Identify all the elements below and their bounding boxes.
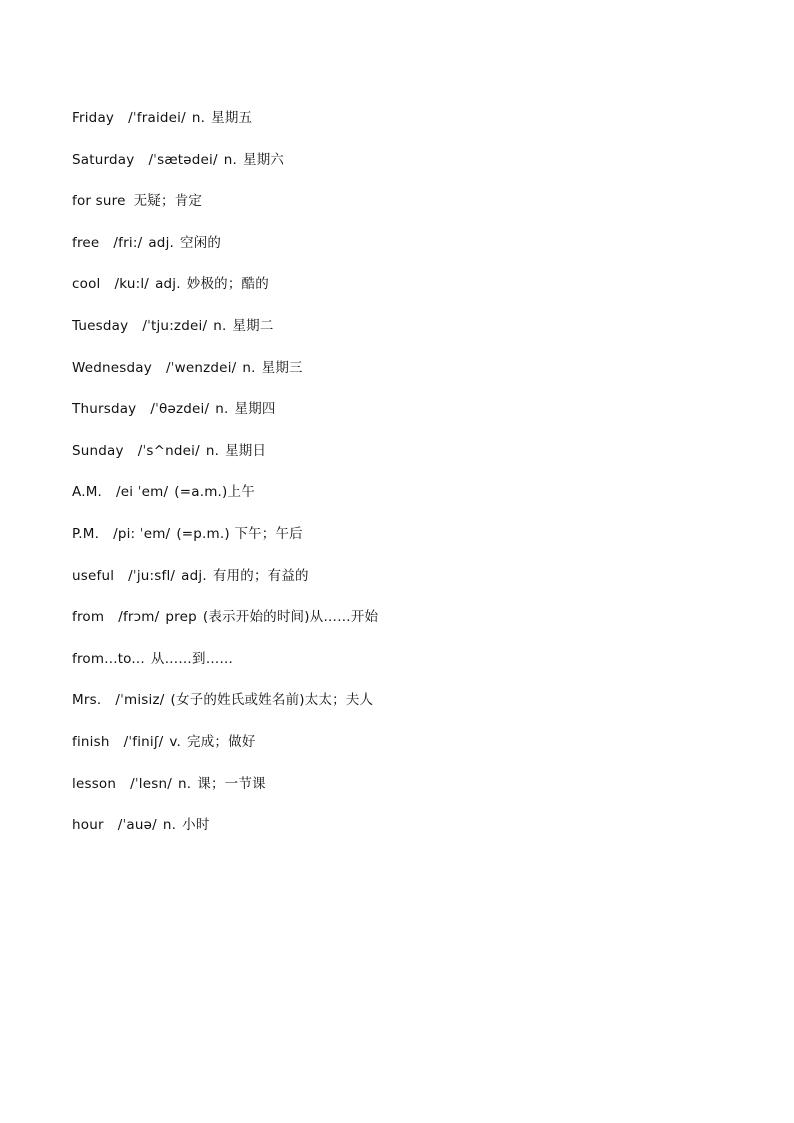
vocab-entry [72,150,378,192]
vocabulary-list [72,108,378,857]
vocab-entry [72,441,378,483]
entry-meaning: 妙极的；酷的 [186,276,269,293]
entry-phonetic: /ei ˈem/ [116,484,169,501]
entry-word: Mrs. [72,692,102,709]
entry-meaning: (女子的姓氏或姓名前)太太；夫人 [170,692,374,709]
vocab-entry [72,482,378,524]
vocab-entry [72,233,378,275]
entry-phonetic: /ˈauə/ [117,817,157,834]
entry-phonetic: /ˈwenzdei/ [165,359,237,376]
entry-meaning: 有用的；有益的 [212,567,309,584]
entry-pos: n. [191,110,206,126]
entry-pos: n. [242,359,256,376]
entry-meaning: (表示开始的时间)从……开始 [202,609,379,626]
entry-word: P.M. [72,525,100,542]
entry-pos: n. [205,442,220,459]
entry-meaning: 完成；做好 [187,733,256,750]
entry-phonetic: /ˈju:sfl/ [128,567,176,584]
entry-pos: n. [215,401,229,418]
entry-phonetic: /ˈmisiz/ [115,692,165,709]
entry-word: useful [72,567,115,584]
vocab-entry [72,607,378,649]
entry-word: Tuesday [72,317,129,334]
vocab-entry [72,358,378,400]
vocab-entry [72,399,378,441]
entry-word: A.M. [72,484,103,501]
entry-word: Thursday [72,401,137,418]
vocab-entry [72,732,378,774]
entry-phonetic: /ˈtju:zdei/ [142,317,208,334]
entry-meaning: 星期四 [234,401,276,418]
entry-pos: adj. [148,234,175,251]
entry-pos: prep [165,609,197,626]
entry-word: Saturday [72,151,135,168]
entry-meaning: 从……到…… [150,650,234,667]
entry-meaning: 空闲的 [180,234,222,251]
entry-word: Wednesday [72,359,152,376]
vocab-entry [72,566,378,608]
vocab-entry [72,108,378,150]
entry-meaning: (=a.m.)上午 [174,484,255,501]
entry-pos: adj. [155,276,181,293]
entry-phonetic: /ˈlesn/ [130,775,172,792]
entry-word: lesson [72,775,117,792]
entry-word: for sure [72,193,126,210]
entry-phonetic: /ˈfiniʃ/ [123,733,164,750]
entry-word: free [72,234,100,251]
entry-word: Friday [72,110,115,126]
vocab-entry [72,774,378,816]
entry-meaning: 星期五 [211,110,253,126]
entry-meaning: 小时 [182,817,210,834]
entry-word: Sunday [72,442,124,459]
entry-word: from...to... [72,650,145,667]
entry-pos: n. [162,817,177,834]
entry-word: hour [72,817,104,834]
entry-pos: v. [169,733,182,750]
vocab-entry [72,815,378,857]
entry-pos: n. [178,775,192,792]
entry-pos: n. [223,151,238,168]
entry-phonetic: /frɔm/ [118,609,160,626]
entry-meaning: (=p.m.) 下午；午后 [176,525,303,542]
entry-meaning: 课；一节课 [197,775,266,792]
vocab-entry [72,524,378,566]
entry-phonetic: /ˈfraidei/ [128,110,186,126]
entry-pos: adj. [181,567,207,584]
vocab-entry [72,649,378,691]
entry-phonetic: /ˈs^ndei/ [137,442,200,459]
entry-word: from [72,609,105,626]
vocab-entry [72,274,378,316]
entry-phonetic: /ˈsætədei/ [148,151,218,168]
vocab-entry [72,191,378,233]
entry-meaning: 星期三 [261,359,303,376]
entry-phonetic: /ˈθəzdei/ [150,401,210,418]
entry-phonetic: /fri:/ [113,234,143,251]
vocab-entry [72,690,378,732]
entry-phonetic: /ku:l/ [114,276,150,293]
entry-meaning: 星期日 [225,442,267,459]
entry-meaning: 星期二 [232,317,274,334]
vocab-entry [72,316,378,358]
entry-word: cool [72,276,101,293]
entry-pos: n. [213,317,227,334]
entry-meaning: 星期六 [243,151,285,168]
entry-phonetic: /pi: ˈem/ [113,525,171,542]
entry-meaning: 无疑；肯定 [133,193,203,210]
entry-word: finish [72,733,110,750]
